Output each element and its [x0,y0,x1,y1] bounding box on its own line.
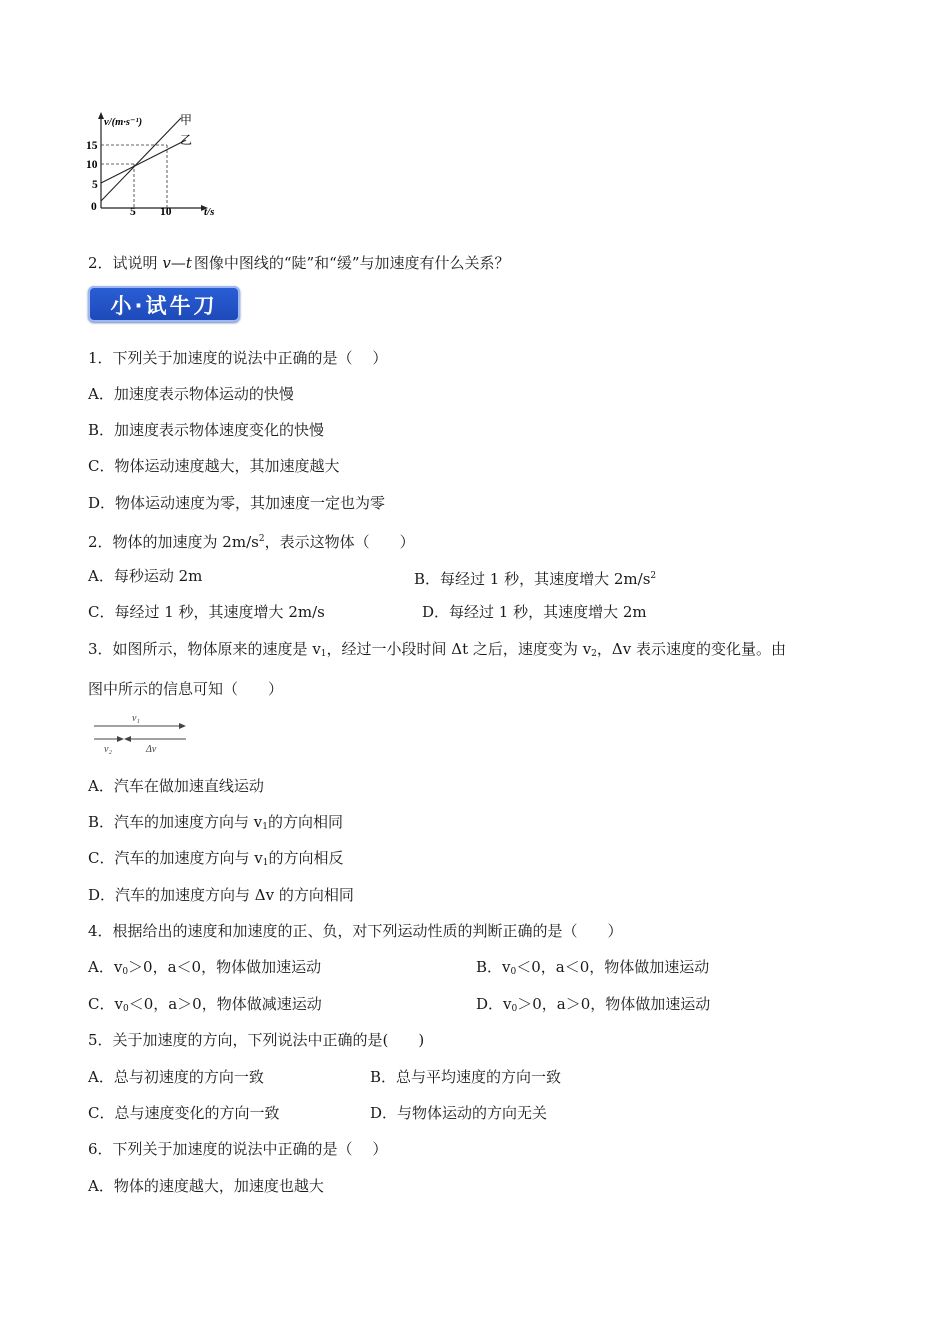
q2-option-c: C．每经过 1 秒，其速度增大 2m/s [88,603,325,621]
section-banner [88,286,240,322]
q6-option-a: A．物体的速度越大，加速度也越大 [88,1177,324,1195]
q5-option-c: C．总与速度变化的方向一致 [88,1104,280,1122]
q3-option-d: D．汽车的加速度方向与 Δv 的方向相同 [88,886,354,904]
v2-label: v₂ [104,744,112,755]
dv-label: Δv [146,744,157,755]
line-jia-label: 甲 [180,113,193,127]
q4-option-d: D．$v_0>0$，a＞0，物体做加速运动 [476,995,711,1014]
q3-option-c: C．汽车的加速度方向与 $v_1$的方向相反 [88,849,344,868]
q1-option-b: B．加速度表示物体速度变化的快慢 [88,421,325,439]
q1-option-d: D．物体运动速度为零，其加速度一定也为零 [88,494,386,512]
q1-stem: 1．下列关于加速度的说法中正确的是（ ） [88,349,388,367]
q3-stem-line-1: 3．如图所示，物体原来的速度是 $v_1$，经过一小段时间 Δt 之后，速度变为 $v_2$，Δv 表示速度的变化量。由 [88,640,786,659]
q2-option-b: B．每经过 1 秒，其速度增大 $2m/s^2$ [414,570,657,588]
origin-label: 0 [91,201,97,213]
q5-option-a: A．总与初速度的方向一致 [88,1068,264,1086]
v1-arrowhead-icon [179,723,186,729]
line-yi [101,140,186,183]
v2-arrowhead-icon [117,736,124,742]
line-yi-label: 乙 [180,133,193,147]
q5-stem: 5．关于加速度的方向，下列说法中正确的是( ) [88,1031,425,1049]
x-tick-5: 5 [130,206,136,218]
q3-option-b: B．汽车的加速度方向与 $v_1$的方向相同 [88,813,344,832]
line-jia [101,118,181,201]
x-axis-label: t/s [204,206,215,218]
q6-stem: 6．下列关于加速度的说法中正确的是（ ） [88,1140,388,1158]
q2-option-d: D．每经过 1 秒，其速度增大 2m [422,603,647,621]
q2-option-a: A．每秒运动 2m [88,567,203,585]
q2-stem: 2．物体的加速度为 $2m/s^2$，表示这物体（ ） [88,533,415,551]
q5-option-b: B．总与平均速度的方向一致 [370,1068,562,1086]
dv-arrowhead-icon [124,736,131,742]
y-tick-15: 15 [86,140,98,152]
x-tick-10: 10 [160,206,172,218]
q1-option-a: A．加速度表示物体运动的快慢 [88,385,294,403]
vt-graph [84,108,234,218]
q1-option-c: C．物体运动速度越大，其加速度越大 [88,457,340,475]
q4-option-c: C．$v_0<0$，a＞0，物体做减速运动 [88,995,322,1014]
velocity-vector-diagram [90,710,190,756]
y-axis-label: v/(m·s⁻¹) [104,117,143,128]
section-banner-title: 小·试牛刀 [110,294,218,318]
question-2-vt-slope: 2．试说明 v—t 图像中图线的“陡”和“缓”与加速度有什么关系？ [88,254,510,272]
q3-option-a: A．汽车在做加速直线运动 [88,777,264,795]
q4-option-a: A．$v_0>0$，a＜0，物体做加速运动 [88,958,322,977]
q3-stem-line-2: 图中所示的信息可知（ ） [88,680,284,698]
y-tick-10: 10 [86,159,98,171]
q4-stem: 4．根据给出的速度和加速度的正、负，对下列运动性质的判断正确的是（ ） [88,922,623,940]
q4-option-b: B．$v_0<0$，a＜0，物体做加速运动 [476,958,710,977]
v1-label: v₁ [132,713,140,724]
y-tick-5: 5 [92,179,98,191]
q5-option-d: D．与物体运动的方向无关 [370,1104,548,1122]
